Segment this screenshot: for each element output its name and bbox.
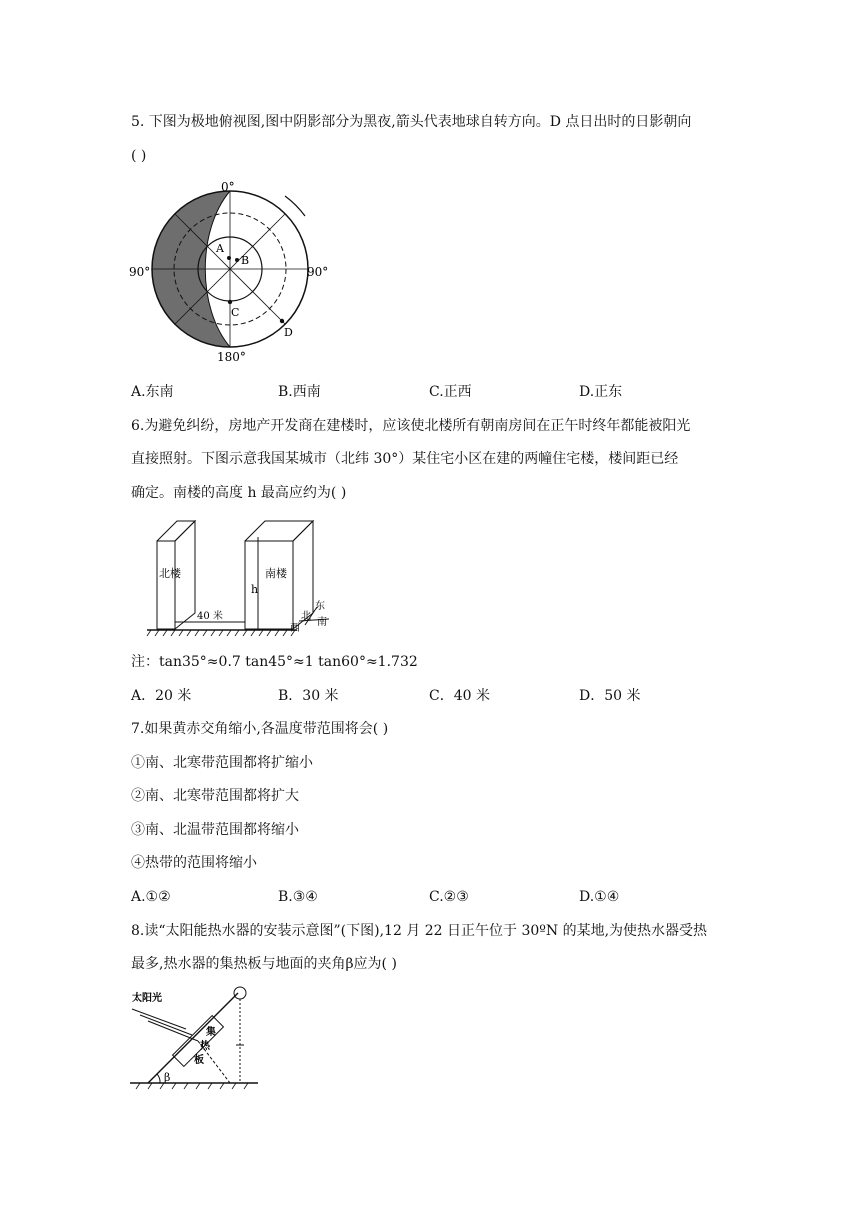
q7-option-d[interactable]: D.①④ (579, 889, 620, 905)
q6-text-line3: 确定。南楼的高度 h 最高应约为( ) (131, 485, 347, 501)
sunlight-label: 太阳光 (132, 993, 162, 1004)
point-d (280, 319, 284, 323)
q7-option-a[interactable]: A.①② (131, 889, 171, 905)
q8-text-line1: 8.读“太阳能热水器的安装示意图”(下图),12 月 22 日正午位于 30ºN 的某地,为使热水器受热 (131, 923, 708, 939)
height-label: h (251, 583, 259, 596)
label-0: 0° (221, 180, 235, 194)
point-b (235, 258, 239, 262)
dir-north: 北 (301, 611, 311, 622)
sun-ray-2 (140, 1015, 192, 1035)
q5-option-c[interactable]: C.正西 (429, 384, 472, 400)
label-90-right: 90° (307, 265, 329, 279)
label-b: B (241, 254, 250, 267)
q5-answer-paren: ( ) (131, 148, 147, 164)
q6-text-line1: 6.为避免纠纷，房地产开发商在建楼时，应该使北楼所有朝南房间在正午时终年都能被阳光 (131, 418, 691, 434)
buildings-figure (145, 515, 345, 640)
label-c: C (231, 306, 240, 319)
q7-option-b[interactable]: B.③④ (278, 889, 318, 905)
polar-view-figure (125, 178, 345, 368)
sun-ray-1 (132, 1009, 186, 1029)
rotation-arrow-icon (285, 196, 305, 216)
q6-option-b[interactable]: B．30 米 (278, 688, 339, 704)
solar-heater-figure (130, 985, 265, 1097)
meridian-lines (152, 191, 308, 347)
q6-text-line2: 直接照射。下图示意我国某城市（北纬 30°）某住宅小区在建的两幢住宅楼，楼间距已经 (131, 451, 679, 467)
south-building-label: 南楼 (265, 567, 287, 580)
q7-text: 7.如果黄赤交角缩小,各温度带范围将会( ) (131, 721, 389, 737)
panel-label-3: 板 (194, 1055, 204, 1066)
q8-text-line2: 最多,热水器的集热板与地面的夹角β应为( ) (131, 956, 397, 972)
heater-ground-hatching (136, 1083, 248, 1089)
q5-text: 5. 下图为极地俯视图,图中阴影部分为黑夜,箭头代表地球自转方向。D 点日出时的日影朝向 (131, 114, 692, 130)
dir-south: 南 (317, 617, 327, 628)
beta-label: β (164, 1071, 171, 1084)
north-building-label: 北楼 (159, 567, 181, 580)
dir-east: 东 (315, 601, 325, 612)
point-c (228, 300, 232, 304)
q5-option-a[interactable]: A.东南 (131, 384, 174, 400)
q6-option-c[interactable]: C．40 米 (429, 688, 490, 704)
q6-option-d[interactable]: D．50 米 (579, 688, 641, 704)
distance-label: 40 米 (197, 611, 223, 622)
q5-option-d[interactable]: D.正东 (579, 384, 623, 400)
q7-item-1: ①南、北寒带范围都将扩缩小 (131, 755, 313, 771)
angle-arc (157, 1074, 160, 1083)
point-a (227, 256, 231, 260)
label-180: 180° (217, 350, 246, 364)
q7-item-4: ④热带的范围将缩小 (131, 855, 257, 871)
q6-option-a[interactable]: A．20 米 (131, 688, 192, 704)
label-d: D (284, 326, 293, 339)
north-building-top (157, 521, 195, 541)
label-90-left: 90° (129, 265, 151, 279)
q6-note: 注：tan35°≈0.7 tan45°≈1 tan60°≈1.732 (131, 654, 418, 670)
q7-item-2: ②南、北寒带范围都将扩大 (131, 788, 299, 804)
label-a: A (216, 242, 224, 255)
panel-label-2: 热 (200, 1041, 210, 1052)
q7-option-c[interactable]: C.②③ (429, 889, 469, 905)
dir-west: 西 (290, 623, 300, 634)
q5-option-b[interactable]: B.西南 (278, 384, 321, 400)
heater-incline-line (148, 993, 238, 1083)
q7-item-3: ③南、北温带范围都将缩小 (131, 822, 299, 838)
panel-label-1: 集 (206, 1027, 216, 1038)
north-building-side (157, 541, 175, 629)
water-tank-icon (234, 987, 246, 999)
ground-hatching (147, 630, 295, 636)
